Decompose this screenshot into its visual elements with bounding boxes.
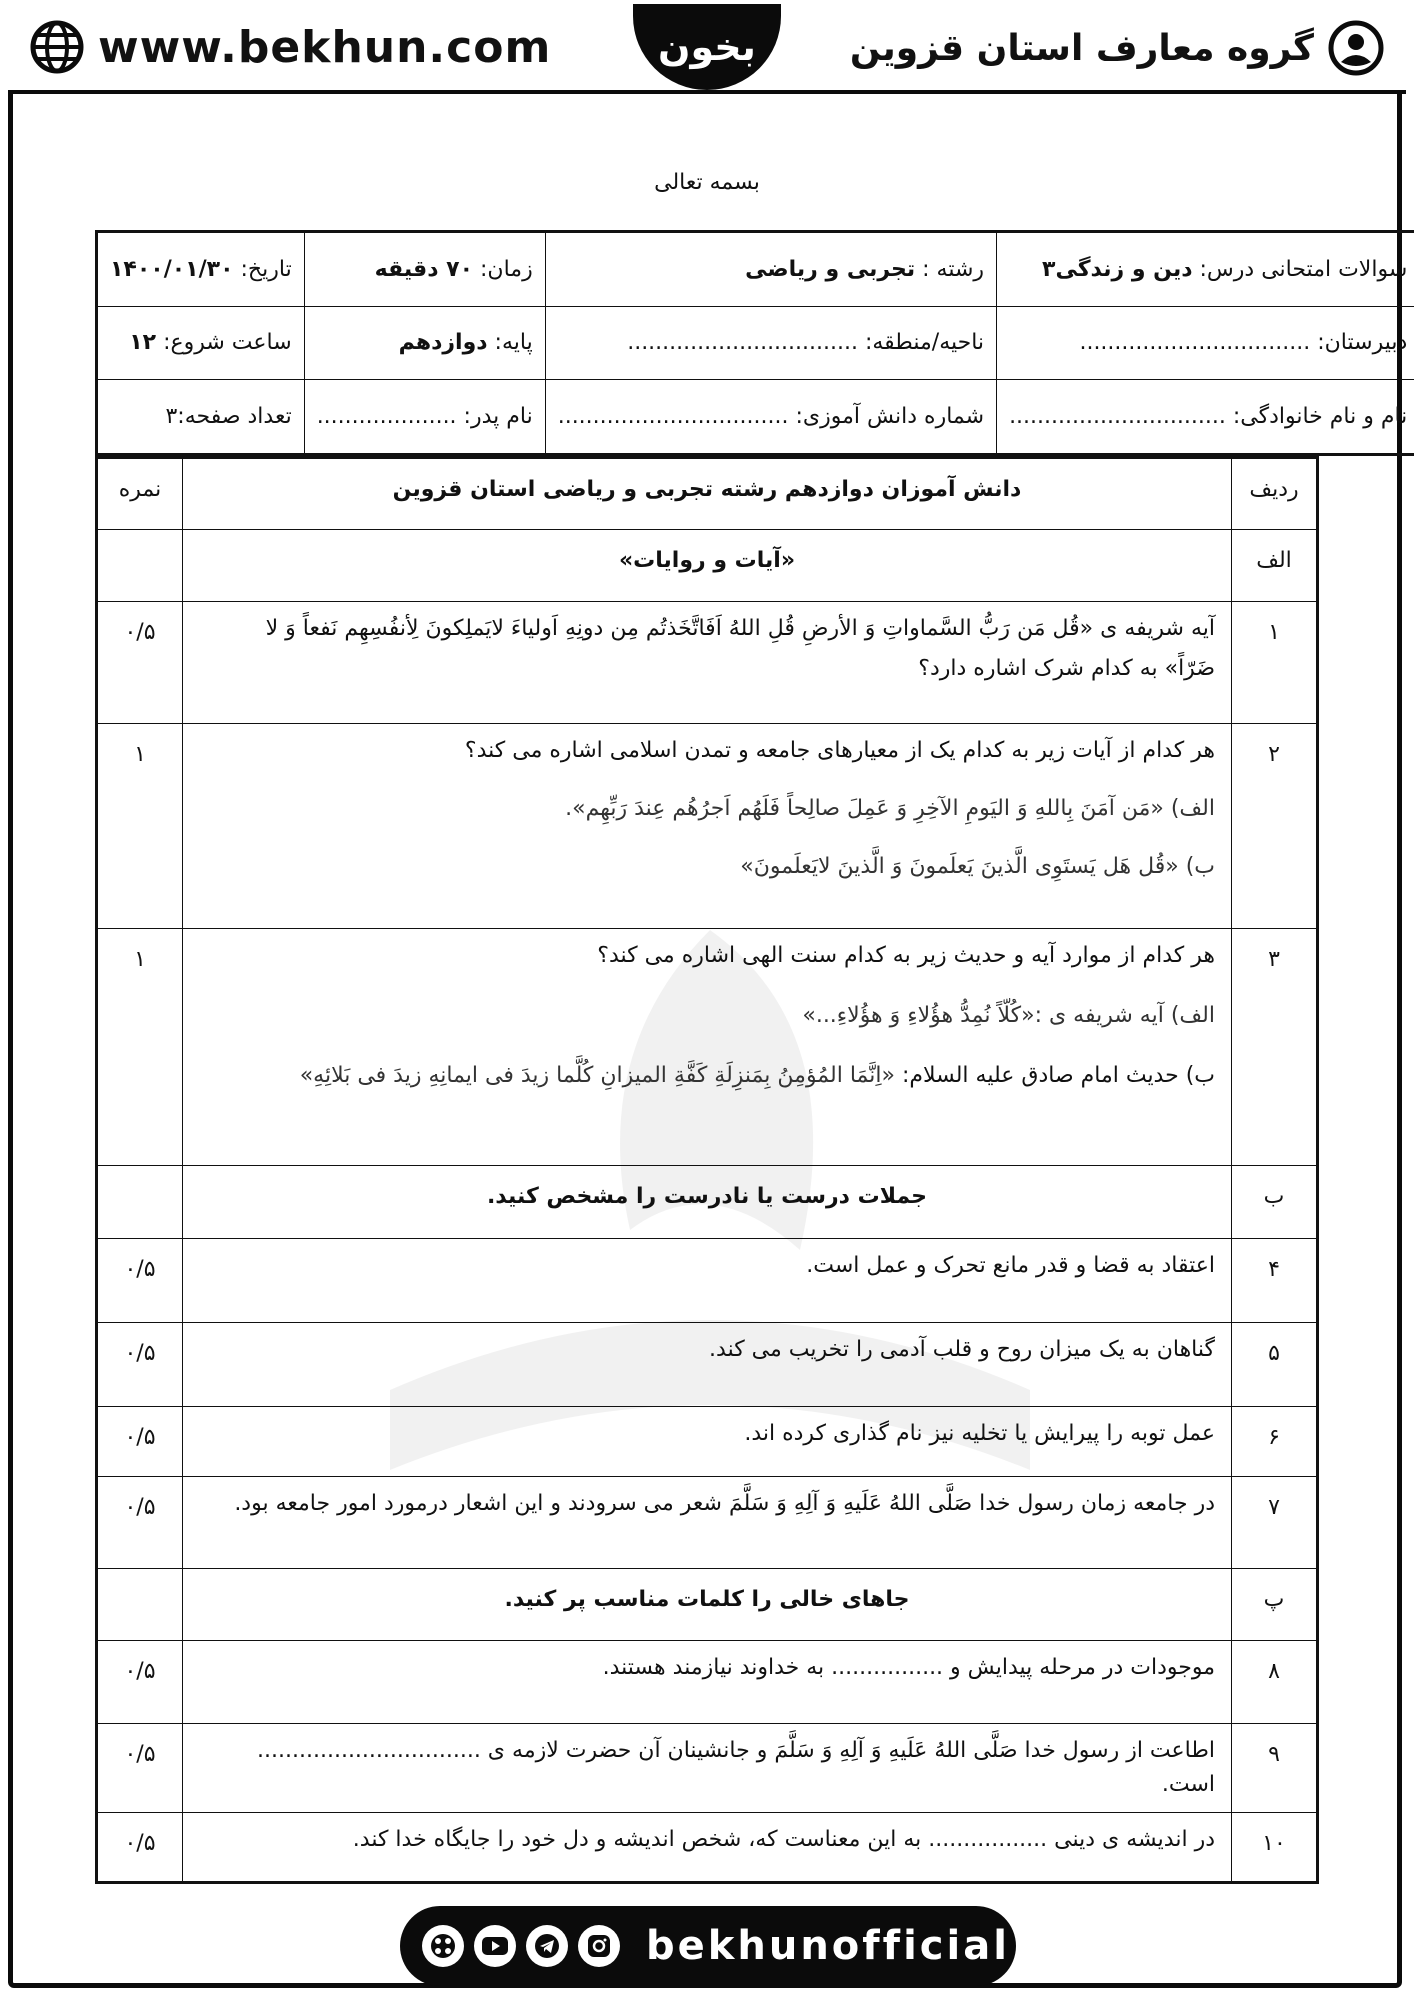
section-row-b (97, 1166, 1318, 1239)
question-row (97, 1641, 1318, 1724)
instagram-icon[interactable] (578, 1925, 620, 1967)
question-score: ۰/۵ (97, 602, 183, 724)
time-cell: زمان: ۷۰ دقیقه (304, 232, 545, 307)
globe-icon (30, 20, 84, 74)
question-row (97, 1813, 1318, 1883)
field-cell: رشته : تجربی و ریاضی (545, 232, 996, 307)
aparat-icon[interactable] (422, 1925, 464, 1967)
question-row (97, 1477, 1318, 1569)
radif-header: ردیف (1232, 458, 1318, 530)
question-number: ۹ (1232, 1724, 1318, 1813)
subject-cell: سوالات امتحانی درس: دین و زندگی۳ (997, 232, 1414, 307)
question-row (97, 1323, 1318, 1407)
table-title: دانش آموزان دوازدهم رشته تجربی و ریاضی استان قزوین (183, 458, 1232, 530)
section-label: پ (1232, 1569, 1318, 1641)
question-row (97, 1239, 1318, 1323)
question-score: ۰/۵ (97, 1813, 183, 1883)
section-label: ب (1232, 1166, 1318, 1239)
question-text: اعتقاد به قضا و قدر مانع تحرک و عمل است. (183, 1239, 1232, 1323)
date-cell: تاریخ: ۱۴۰۰/۰۱/۳۰ (97, 232, 305, 307)
question-score: ۱ (97, 724, 183, 929)
question-text: در جامعه زمان رسول خدا صَلَّی اللهُ عَلَیهِ وَ آلِهِ وَ سَلَّمَ شعر می سرودند و این اشعار درمورد امور جامعه بود. (183, 1477, 1232, 1569)
section-title: جاهای خالی را کلمات مناسب پر کنید. (183, 1569, 1232, 1641)
question-number: ۸ (1232, 1641, 1318, 1724)
school-field[interactable]: دبیرستان: ................................. (997, 306, 1414, 380)
question-text: هر کدام از آیات زیر به کدام یک از معیارهای جامعه و تمدن اسلامی اشاره می کند؟ الف) «مَن آمَنَ بِاللهِ وَ الیَومِ الآخِرِ وَ عَمِلَ صالِحاً فَلَهُم اَجرُهُم عِندَ رَبِّهِم». ب) «قُل هَل یَستَوِی الَّذینَ یَعلَمونَ وَ الَّذینَ لایَعلَمونَ» (183, 724, 1232, 929)
questions-table (95, 456, 1319, 1884)
grade-cell: پایه: دوازدهم (304, 306, 545, 380)
name-field[interactable]: نام و نام خانوادگی: ............................... (997, 380, 1414, 455)
logo-text: بخون (658, 25, 756, 69)
section-label: الف (1232, 530, 1318, 602)
section-row-a (97, 530, 1318, 602)
question-text: آیه شریفه ی «قُل مَن رَبُّ السَّماواتِ وَ الأرضِ قُلِ اللهُ اَفَاتَّخَذتُم مِن دونِهِ اَولیاءَ لایَملِکونَ لِأنفُسِهِم نَفعاً وَ لا ضَرّاً» به کدام شرک اشاره دارد؟ (183, 602, 1232, 724)
question-text: گناهان به یک میزان روح و قلب آدمی را تخریب می کند. (183, 1323, 1232, 1407)
question-number: ۴ (1232, 1239, 1318, 1323)
father-name-field[interactable]: نام پدر: .................... (304, 380, 545, 455)
question-score: ۰/۵ (97, 1323, 183, 1407)
question-row (97, 929, 1318, 1166)
website-url[interactable]: www.bekhun.com (98, 21, 552, 73)
question-number: ۶ (1232, 1407, 1318, 1477)
question-score: ۰/۵ (97, 1477, 183, 1569)
question-number: ۳ (1232, 929, 1318, 1166)
student-number-field[interactable]: شماره دانش آموزی: ................................. (545, 380, 996, 455)
section-title: جملات درست یا نادرست را مشخص کنید. (183, 1166, 1232, 1239)
page-count-cell: تعداد صفحه:۳ (97, 380, 305, 455)
question-text: موجودات در مرحله پیدایش و ................ به خداوند نیازمند هستند. (183, 1641, 1232, 1724)
group-brand (850, 20, 1384, 76)
question-text: عمل توبه را پیرایش یا تخلیه نیز نام گذاری کرده اند. (183, 1407, 1232, 1477)
question-row (97, 602, 1318, 724)
question-row (97, 1724, 1318, 1813)
question-score: ۰/۵ (97, 1239, 183, 1323)
question-score: ۰/۵ (97, 1641, 183, 1724)
question-score: ۱ (97, 929, 183, 1166)
social-bar (400, 1906, 1016, 1986)
basmala: بسمه تعالی (654, 170, 760, 195)
score-header: نمره (97, 458, 183, 530)
question-text: در اندیشه ی دینی ................. به این معناست که، شخص اندیشه و دل خود را جایگاه خدا کند. (183, 1813, 1232, 1883)
question-number: ۵ (1232, 1323, 1318, 1407)
question-number: ۱ (1232, 602, 1318, 724)
exam-info-table (95, 230, 1414, 456)
table-header-row (97, 458, 1318, 530)
district-field[interactable]: ناحیه/منطقه: ................................. (545, 306, 996, 380)
question-text: اطاعت از رسول خدا صَلَّی اللهُ عَلَیهِ وَ آلِهِ وَ سَلَّمَ و جانشینان آن حضرت لازمه ی ................................ است. (183, 1724, 1232, 1813)
question-score: ۰/۵ (97, 1724, 183, 1813)
question-number: ۲ (1232, 724, 1318, 929)
question-row (97, 1407, 1318, 1477)
section-row-p (97, 1569, 1318, 1641)
question-score: ۰/۵ (97, 1407, 183, 1477)
question-number: ۷ (1232, 1477, 1318, 1569)
user-icon (1328, 20, 1384, 76)
youtube-icon[interactable] (474, 1925, 516, 1967)
question-row (97, 724, 1318, 929)
section-title: «آیات و روایات» (183, 530, 1232, 602)
website[interactable] (30, 20, 551, 74)
start-time-cell: ساعت شروع: ۱۲ (97, 306, 305, 380)
telegram-icon[interactable] (526, 1925, 568, 1967)
question-number: ۱۰ (1232, 1813, 1318, 1883)
question-text: هر کدام از موارد آیه و حدیث زیر به کدام سنت الهی اشاره می کند؟ الف) آیه شریفه ی :«کُلّاً نُمِدُّ هؤُلاءِ وَ هؤُلاءِ...» ب) حدیث امام صادق علیه السلام: «اِنَّمَا المُؤمِنُ بِمَنزِلَةِ کَفَّةِ المیزانِ کُلَّما زیدَ فی ایمانِهِ زیدَ فی بَلائِهِ» (183, 929, 1232, 1166)
group-name: گروه معارف استان قزوین (849, 27, 1314, 69)
social-handle[interactable]: bekhunofficial (646, 1923, 1010, 1969)
